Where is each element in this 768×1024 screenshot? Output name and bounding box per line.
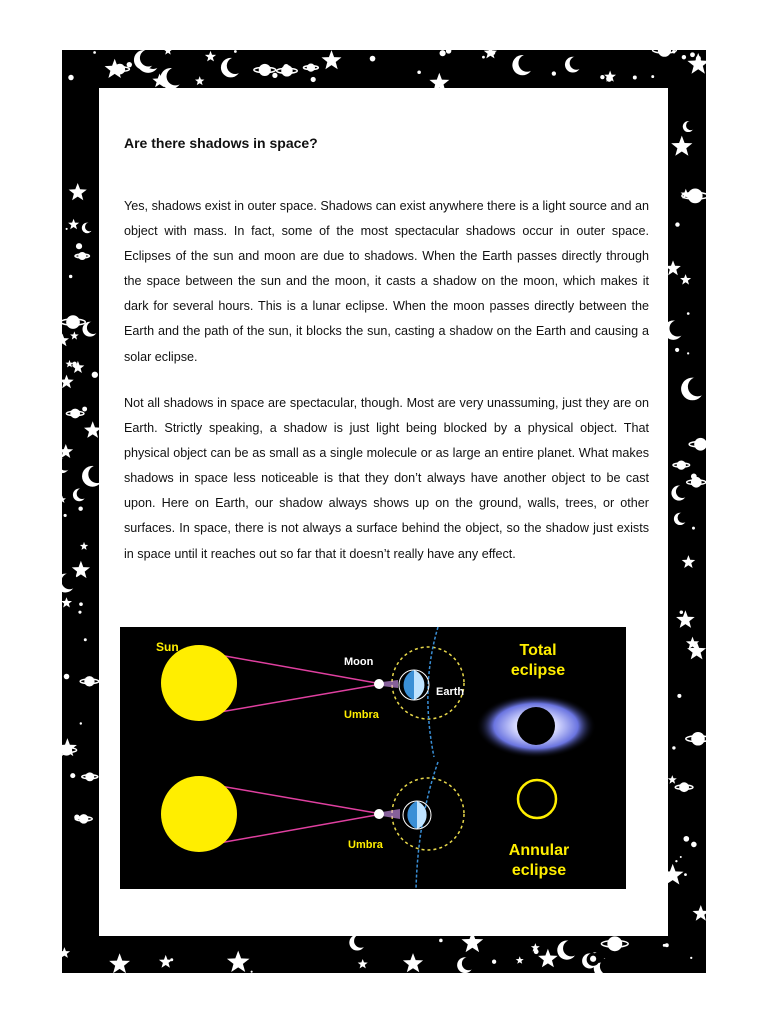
sparkle-icon <box>251 971 253 973</box>
sparkle-icon <box>80 722 82 724</box>
star-icon <box>668 775 677 784</box>
sun-disc <box>161 776 237 852</box>
earth-disc <box>414 670 424 700</box>
crescent-moon-icon <box>512 54 535 75</box>
annular-label-line1: Annular <box>508 842 570 859</box>
star-icon <box>70 331 79 339</box>
crescent-moon-icon <box>62 573 78 592</box>
crescent-moon-icon <box>681 377 706 400</box>
paragraph-1: Yes, shadows exist in outer space. Shadows can exist anywhere there is a light source and an object with mass. In fact, some of the most spectacular shadows occur in outer space. Eclipses of the sun and moon are due to shadows. When the Earth passes directly through the space between the sun and the moon, it casts a shadow on the moon, which makes it dark for several hours. This is a lunar eclipse. When the moon passes directly between the Earth and the path of the sun, it blocks the sun, casting a shadow on the Earth and causing a solar eclipse. <box>124 199 649 364</box>
sparkle-icon <box>446 50 451 54</box>
sparkle-icon <box>64 674 70 680</box>
star-icon <box>516 956 524 964</box>
sparkle-icon <box>127 62 132 67</box>
total-eclipse-panel <box>156 627 464 757</box>
star-icon <box>68 219 79 230</box>
sparkle-icon <box>482 56 485 59</box>
sparkle-icon <box>683 836 689 842</box>
crescent-moon-icon <box>82 222 94 233</box>
sparkle-icon <box>370 56 376 62</box>
sparkle-icon <box>600 75 604 79</box>
star-icon <box>159 955 173 968</box>
article-title: Are there shadows in space? <box>124 135 318 151</box>
star-icon <box>164 50 173 55</box>
star-icon <box>62 496 66 503</box>
sparkle-icon <box>79 602 83 606</box>
star-icon <box>687 53 706 74</box>
sparkle-icon <box>663 944 666 947</box>
sparkle-icon <box>687 312 690 315</box>
crescent-moon-icon <box>73 488 88 501</box>
star-icon <box>62 597 72 607</box>
sparkle-icon <box>684 873 687 876</box>
total-label-line2: eclipse <box>510 662 566 679</box>
sparkle-icon <box>696 56 701 61</box>
sparkle-icon <box>692 527 695 530</box>
star-icon <box>62 947 70 958</box>
star-icon <box>358 959 368 968</box>
annular-ring <box>518 780 556 818</box>
star-icon <box>403 953 423 972</box>
crescent-moon-icon <box>674 512 688 525</box>
crescent-moon-icon <box>457 957 475 973</box>
sparkle-icon <box>440 50 446 56</box>
sparkle-icon <box>76 243 82 249</box>
star-icon <box>227 951 250 972</box>
eclipse-diagram <box>120 627 626 889</box>
sparkle-icon <box>552 71 556 75</box>
star-icon <box>62 375 74 389</box>
star-icon <box>195 76 204 85</box>
sparkle-icon <box>69 275 72 278</box>
sparkle-icon <box>92 372 98 378</box>
sparkle-icon <box>311 77 316 82</box>
star-icon <box>66 360 74 368</box>
planet-icon <box>675 782 693 792</box>
sparkle-icon <box>74 815 79 820</box>
sparkle-icon <box>687 352 689 354</box>
antumbra-shadow <box>382 809 400 819</box>
sparkle-icon <box>417 70 421 74</box>
annular-label-line2: eclipse <box>511 862 567 879</box>
crescent-moon-icon <box>565 56 583 72</box>
sparkle-icon <box>590 956 596 962</box>
crescent-moon-icon <box>221 57 244 77</box>
sun-disc <box>161 645 237 721</box>
sparkle-icon <box>680 611 683 614</box>
planet-icon <box>673 460 690 469</box>
planet-icon <box>62 315 85 329</box>
sparkle-icon <box>68 75 73 80</box>
planet-icon <box>277 65 298 76</box>
planet-icon <box>601 936 628 951</box>
star-icon <box>69 183 87 200</box>
sparkle-icon <box>675 222 679 226</box>
sparkle-icon <box>633 76 637 80</box>
sparkle-icon <box>234 50 237 53</box>
star-icon <box>62 334 69 347</box>
planet-icon <box>303 64 318 72</box>
crescent-moon-icon <box>349 934 367 950</box>
star-icon <box>322 50 342 69</box>
star-icon <box>671 136 692 156</box>
planet-icon <box>66 409 84 419</box>
sparkle-icon <box>682 55 686 59</box>
paragraph-2: Not all shadows in space are spectacular, though. Most are very unassuming, just they are on Earth. Strictly speaking, a shadow is just light being blocked by a physical object. That physical object can be as small as a single molecule or as large an entire planet. What makes shadows in space less noticeable is that they don’t always have another object to be cast upon. Here on Earth, our shadow always shows up on the ground, walls, trees, or other surfaces. In space, there is not always a surface behind the object, so the shadow just exists in space until it reaches out so far that it doesn’t really have any effect. <box>124 396 649 561</box>
crescent-moon-icon <box>683 121 696 132</box>
sparkle-icon <box>675 860 677 862</box>
sun-label: Sun <box>156 640 179 654</box>
sparkle-icon <box>84 638 87 641</box>
star-icon <box>676 610 695 628</box>
umbra-label: Umbra <box>348 839 383 851</box>
star-icon <box>484 50 497 58</box>
crescent-moon-icon <box>62 458 71 473</box>
star-icon <box>680 274 691 285</box>
star-icon <box>693 905 707 921</box>
sparkle-icon <box>78 611 81 614</box>
sparkle-icon <box>690 52 695 57</box>
sparkle-icon <box>272 73 277 78</box>
sparkle-icon <box>677 694 681 698</box>
annular-eclipse-panel <box>161 762 464 889</box>
sparkle-icon <box>64 514 67 517</box>
sparkle-icon <box>439 939 443 943</box>
planet-icon <box>689 438 706 451</box>
sparkle-icon <box>680 856 682 858</box>
moon-disc <box>374 809 384 819</box>
earth-label: Earth <box>436 686 465 698</box>
sparkle-icon <box>651 75 654 78</box>
star-icon <box>205 51 216 62</box>
sparkle-icon <box>66 228 68 230</box>
sparkle-icon <box>691 842 697 848</box>
sparkle-icon <box>672 746 675 749</box>
planet-icon <box>82 772 98 781</box>
sparkle-icon <box>82 407 87 412</box>
umbra-shadow <box>382 680 398 688</box>
sparkle-icon <box>70 773 75 778</box>
moon-label: Moon <box>344 656 374 668</box>
planet-icon <box>686 732 706 746</box>
star-icon <box>80 542 88 550</box>
star-icon <box>682 555 696 568</box>
star-icon <box>109 953 130 973</box>
sparkle-icon <box>606 76 612 82</box>
sparkle-icon <box>492 960 496 964</box>
sparkle-icon <box>78 506 82 510</box>
crescent-moon-icon <box>671 485 688 500</box>
document-page <box>99 88 668 936</box>
sparkle-icon <box>675 348 679 352</box>
star-icon <box>538 949 558 968</box>
sparkle-icon <box>93 51 96 54</box>
sparkle-icon <box>690 957 692 959</box>
star-icon <box>62 444 73 458</box>
sparkle-icon <box>72 362 76 366</box>
eclipsed-sun-disc <box>517 707 555 745</box>
umbra-label: Umbra <box>344 709 379 721</box>
total-label-line1: Total <box>519 642 557 659</box>
crescent-moon-icon <box>557 940 579 960</box>
planet-icon <box>687 477 706 488</box>
planet-icon <box>75 252 89 260</box>
moon-disc <box>374 679 384 689</box>
crescent-moon-icon <box>160 67 184 89</box>
planet-icon <box>254 64 276 76</box>
planet-icon <box>80 676 99 686</box>
